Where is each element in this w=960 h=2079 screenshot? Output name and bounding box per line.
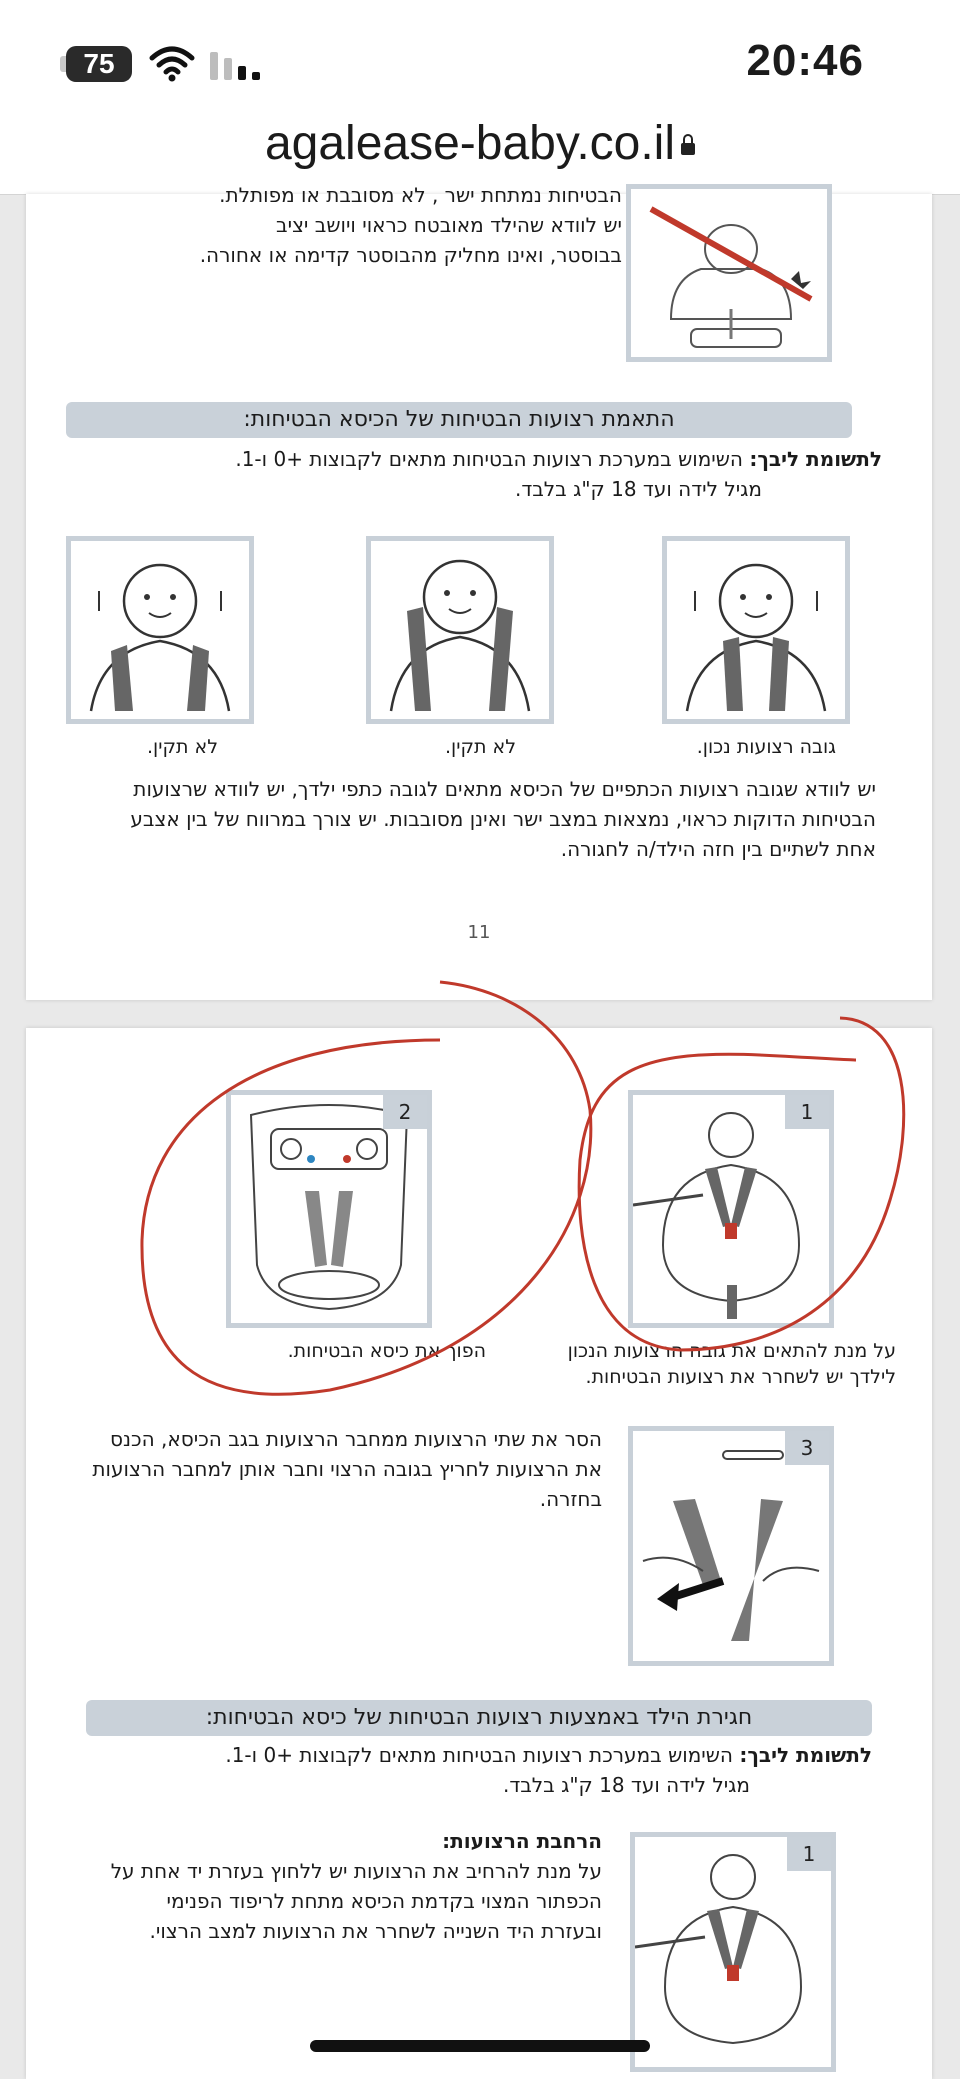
step-3-line: הסר את שתי הרצועות ממחבר הרצועות בגב הכיסא, הכנס <box>110 1427 602 1451</box>
paragraph-line: אחת לשתיים בין חזה הילד/ה לחגורה. <box>560 837 876 861</box>
widen-title: הרחבת הרצועות: <box>442 1829 602 1853</box>
harness-paragraph <box>56 774 876 864</box>
child-harness-image <box>371 541 549 719</box>
step-3-line: את הרצועות לחריץ בגובה הרצוי וחבר אותן למחבר הרצועות <box>92 1457 602 1481</box>
note <box>82 444 882 504</box>
note-line2: מגיל לידה ועד 18 ק"ג בלבד. <box>514 477 762 501</box>
step-3-figure <box>628 1426 834 1666</box>
url-text[interactable]: agalease-baby.co.il <box>264 117 676 170</box>
clock: 20:46 <box>746 36 864 85</box>
page-number: 11 <box>467 922 491 943</box>
figure-harness-too-low <box>366 536 554 724</box>
seat-back-image <box>231 1095 427 1323</box>
cellular-signal-icon <box>208 48 264 82</box>
step-number: 1 <box>785 1095 829 1129</box>
figure-harness-too-high <box>66 536 254 724</box>
intro-line: הבטיחות נמתחת ישר , לא מסובבת או מפותלת. <box>219 183 622 207</box>
strap-insert-image <box>633 1431 829 1661</box>
home-indicator[interactable] <box>310 2040 650 2052</box>
figure-harness-correct <box>662 536 850 724</box>
intro-text <box>62 180 622 270</box>
paragraph-line: יש לוודא שגובה רצועות הכתפיים של הכיסא מתאים לגובה כתפי ילדך, יש לוודא שרצועות <box>133 777 876 801</box>
caption-line: על מנת להתאים את גובה הרצועות הנכון <box>567 1340 896 1362</box>
figure-caption: לא תקין. <box>445 736 516 758</box>
status-bar <box>0 0 960 118</box>
note <box>72 1740 872 1800</box>
note-line2: מגיל לידה ועד 18 ק"ג בלבד. <box>502 1773 750 1797</box>
paragraph-line: הבטיחות הדוקות כראוי, נמצאות במצב ישר ואינן מסובבות. יש צורך במרווח של בין אצבע <box>130 807 876 831</box>
widen-step-figure <box>630 1832 836 2072</box>
note-label: לתשומת ליבך: <box>749 447 882 471</box>
step-3-text <box>62 1424 602 1514</box>
wifi-icon <box>148 44 196 84</box>
widen-line: ובעזרת היד השנייה לשחרר את הרצועות למצב הרצוי. <box>149 1919 602 1943</box>
intro-line: יש לוודא שהילד מאובטח כראוי ויושב יציב <box>276 213 622 237</box>
battery-indicator: 75 <box>66 46 132 82</box>
step-2-figure <box>226 1090 432 1328</box>
widen-straps-section <box>42 1826 602 1946</box>
document-page-12 <box>26 1028 932 2079</box>
figure-caption: לא תקין. <box>147 736 218 758</box>
intro-line: בבוסטר, ואינו מחליק מהבוסטר קדימה או אחורה. <box>199 243 622 267</box>
widen-line: הכפתור המצוי בקדמת הכיסא מתחת לריפוד הפנימי <box>166 1889 602 1913</box>
step-1-caption <box>546 1338 896 1390</box>
child-seat-harness-image <box>633 1095 829 1323</box>
step-number: 2 <box>383 1095 427 1129</box>
booster-illustration <box>626 184 832 362</box>
figure-caption: גובה רצועות נכון. <box>696 736 836 758</box>
step-number: 1 <box>787 1837 831 1871</box>
note-text: השימוש במערכת רצועות הבטיחות מתאים לקבוצות +0 ו-1. <box>235 447 743 471</box>
caption-line: לילדך יש לשחרר את רצועות הבטיחות. <box>585 1366 896 1388</box>
section-title-bar: חגירת הילד באמצעות רצועות הבטיחות של כיסא הבטיחות: <box>86 1700 872 1736</box>
child-harness-image <box>667 541 845 719</box>
widen-line: על מנת להרחיב את הרצועות יש ללחוץ בעזרת יד אחת על <box>110 1859 602 1883</box>
step-number: 3 <box>785 1431 829 1465</box>
child-harness-image <box>71 541 249 719</box>
step-1-figure <box>628 1090 834 1328</box>
step-3-line: בחזרה. <box>539 1487 602 1511</box>
step-2-caption: הפוך את כיסא הבטיחות. <box>287 1340 486 1362</box>
note-text: השימוש במערכת רצועות הבטיחות מתאים לקבוצות +0 ו-1. <box>225 1743 733 1767</box>
note-label: לתשומת ליבך: <box>739 1743 872 1767</box>
lock-icon <box>681 143 695 155</box>
child-seat-harness-image <box>635 1837 831 2067</box>
section-title-bar: התאמת רצועות הבטיחות של הכיסא הבטיחות: <box>66 402 852 438</box>
child-in-booster-image <box>631 189 827 357</box>
document-page-11 <box>26 183 932 1000</box>
